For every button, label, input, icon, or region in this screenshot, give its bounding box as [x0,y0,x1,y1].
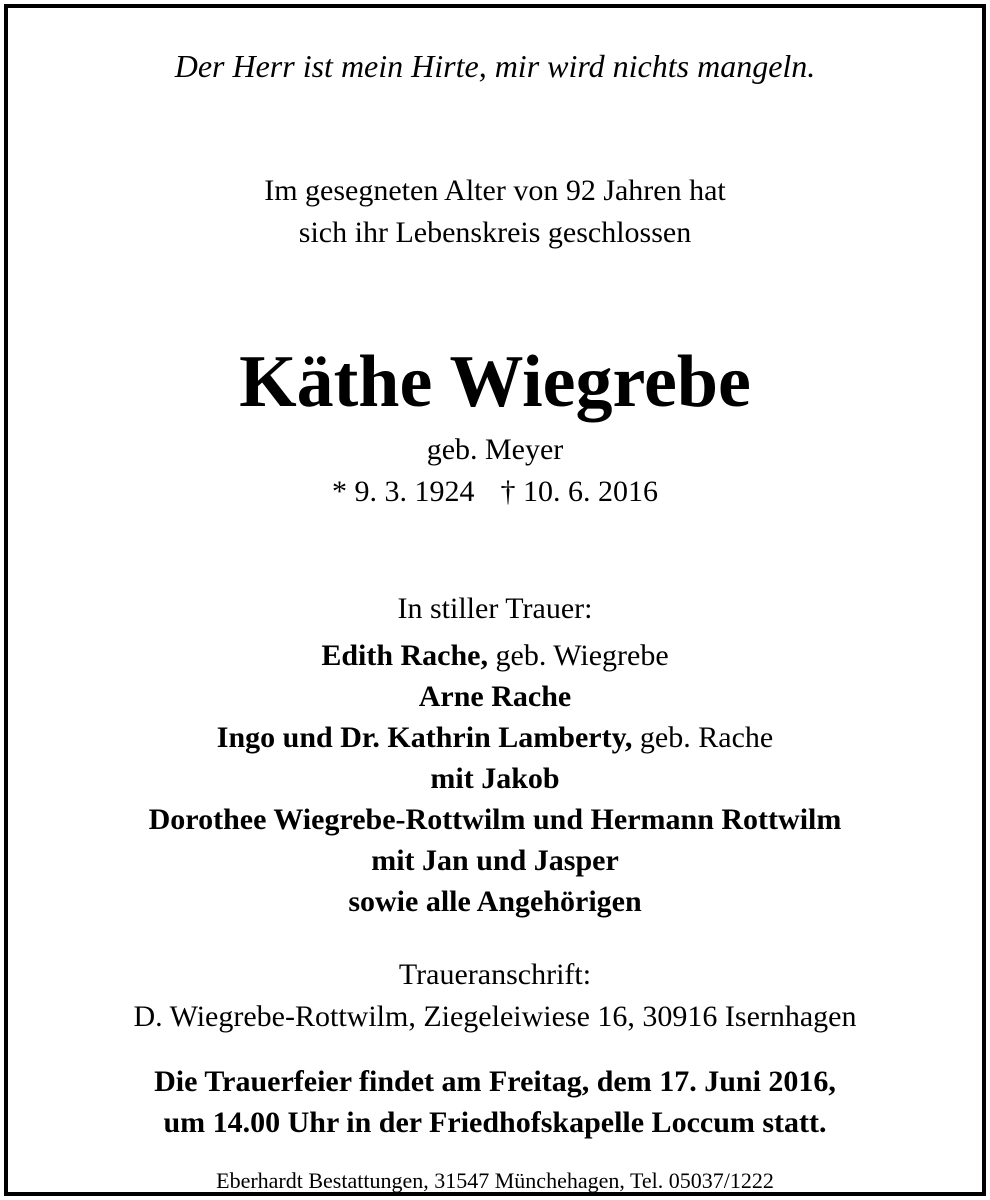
mourners-heading: In stiller Trauer: [397,592,593,625]
mourner-line [0,723,990,753]
undertaker-footer [0,1170,990,1192]
mourner-line [0,805,990,835]
age-statement-line-2: sich ihr Lebenskreis geschlossen [298,216,692,249]
mourner-line [0,846,990,876]
mourner-name: Edith Rache, [321,639,488,672]
ceremony-line-2: um 14.00 Uhr in der Friedhofskapelle Loccum statt. [163,1106,827,1139]
ceremony-line-1: Die Trauerfeier findet am Freitag, dem 17. Juni 2016, [154,1065,836,1098]
mourner-name: mit Jan und Jasper [371,844,619,877]
mourner-line [0,641,990,671]
mourner-name: Arne Rache [418,680,572,713]
mourner-name: Ingo und Dr. Kathrin Lamberty, [216,721,633,754]
maiden-name: geb. Meyer [426,433,564,466]
address-line: D. Wiegrebe-Rottwilm, Ziegeleiwiese 16, 30916 Isernhagen [133,1000,857,1033]
life-dates [0,477,990,507]
address-heading: Traueranschrift: [398,958,592,991]
mourner-line [0,887,990,917]
deceased-name: Käthe Wiegrebe [239,341,751,423]
mourner-name: Dorothee Wiegrebe-Rottwilm und Hermann Rottwilm [148,803,842,836]
death-date: † 10. 6. 2016 [500,475,658,508]
mourner-name: mit Jakob [430,762,560,795]
bible-quote: Der Herr ist mein Hirte, mir wird nichts mangeln. [174,48,816,84]
age-statement-line-1: Im gesegneten Alter von 92 Jahren hat [264,174,726,207]
mourner-note: geb. Wiegrebe [488,639,669,672]
mourner-line [0,682,990,712]
mourner-line [0,764,990,794]
mourner-name: sowie alle Angehörigen [348,885,642,918]
undertaker-info: Eberhardt Bestattungen, 31547 Münchehagen, Tel. 05037/1222 [204,1170,786,1192]
birth-date: * 9. 3. 1924 [332,475,475,508]
mourner-note: geb. Rache [632,721,774,754]
